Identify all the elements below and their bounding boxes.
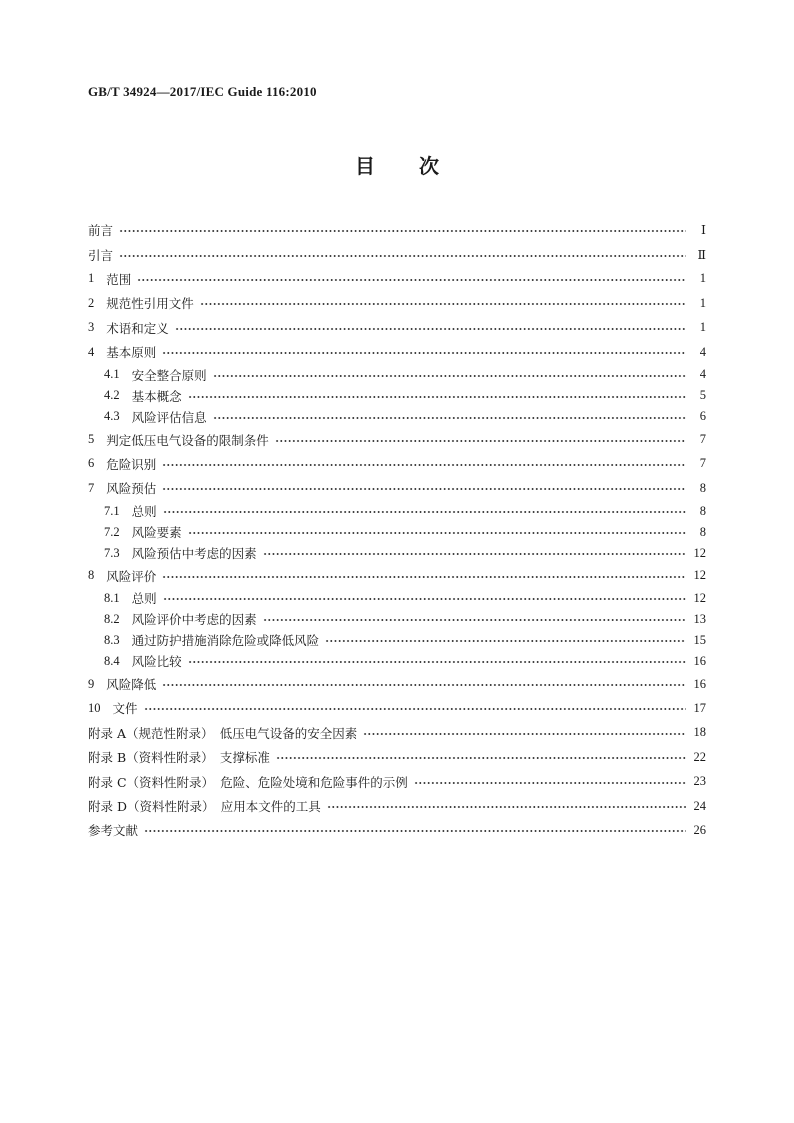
toc-entry-label: 危险识别 (106, 456, 157, 472)
toc-leader-dots (119, 249, 686, 263)
toc-leader-dots (137, 273, 686, 287)
toc-entry-page: 5 (699, 388, 706, 403)
toc-entry[interactable] (88, 427, 706, 451)
toc-leader-dots (363, 727, 686, 741)
toc-leader-dots (325, 634, 686, 648)
toc-entry-page: 23 (693, 774, 706, 789)
toc-entry-annex-a[interactable] (88, 721, 706, 745)
toc-entry-page: 1 (699, 320, 706, 335)
toc-entry-number: 1 (88, 271, 95, 286)
toc-entry-label: 总则 (131, 591, 157, 607)
toc-entry-number: 3 (88, 320, 95, 335)
toc-leader-dots (162, 678, 686, 692)
toc-leader-dots (188, 655, 686, 669)
toc-entry-label: 风险评估信息 (131, 409, 207, 425)
toc-entry-number: 8 (88, 568, 95, 583)
toc-leader-dots (213, 411, 686, 425)
toc-entry-label: 附录 A（规范性附录） 低压电气设备的安全因素 (88, 725, 358, 741)
toc-leader-dots (119, 224, 686, 238)
toc-subentry[interactable] (88, 651, 706, 672)
toc-entry-page: 18 (693, 725, 706, 740)
toc-entry-label: 附录 D（资料性附录） 应用本文件的工具 (88, 799, 321, 815)
toc-entry[interactable] (88, 696, 706, 720)
toc-entry-label: 判定低压电气设备的限制条件 (106, 432, 269, 448)
toc-subentry[interactable] (88, 501, 706, 522)
toc-leader-dots (163, 505, 686, 519)
toc-entry-number: 5 (88, 432, 95, 447)
toc-entry-annex-c[interactable] (88, 769, 706, 793)
toc-leader-dots (200, 297, 686, 311)
toc-subentry[interactable] (88, 543, 706, 564)
toc-entry-page: 8 (699, 524, 706, 539)
toc-entry-label: 风险要素 (131, 525, 182, 541)
toc-entry-page: Ⅰ (701, 223, 706, 238)
toc-leader-dots (188, 526, 686, 540)
toc-leader-dots (414, 776, 686, 790)
toc-entry-label: 基本原则 (106, 345, 157, 361)
toc-entry-number: 6 (88, 456, 95, 471)
toc-entry-page: 13 (693, 611, 706, 626)
toc-entry-number: 4 (88, 344, 95, 359)
toc-entry-number: 7 (88, 480, 95, 495)
toc-entry-number: 8.2 (104, 611, 120, 626)
toc-entry-label: 规范性引用文件 (106, 296, 194, 312)
toc-leader-dots (162, 570, 686, 584)
title-char-1: 目 (355, 154, 375, 178)
toc-entry-page: 16 (693, 676, 706, 691)
toc-entry-annex-d[interactable] (88, 794, 706, 818)
toc-entry-page: 4 (699, 367, 706, 382)
toc-entry-label: 附录 C（资料性附录） 危险、危险处境和危险事件的示例 (88, 774, 408, 790)
toc-entry-page: 16 (693, 653, 706, 668)
toc-entry-bibliography[interactable] (88, 818, 706, 842)
toc-entry-label: 参考文献 (88, 823, 139, 839)
toc-entry[interactable] (88, 316, 706, 340)
table-of-contents (88, 218, 706, 843)
toc-entry-label: 风险预估 (106, 481, 157, 497)
toc-subentry[interactable] (88, 630, 706, 651)
toc-entry-page: 24 (693, 798, 706, 813)
toc-entry[interactable] (88, 476, 706, 500)
toc-entry-label: 风险比较 (131, 654, 182, 670)
toc-entry-page: 17 (693, 700, 706, 715)
toc-leader-dots (162, 458, 686, 472)
toc-leader-dots (263, 547, 686, 561)
toc-leader-dots (144, 702, 686, 716)
toc-entry-label: 风险降低 (106, 677, 157, 693)
toc-entry-label: 通过防护措施消除危险或降低风险 (131, 633, 320, 649)
toc-entry-page: 7 (699, 456, 706, 471)
title-char-2: 次 (419, 154, 439, 178)
toc-entry-label: 总则 (131, 504, 157, 520)
toc-entry-page: 12 (693, 568, 706, 583)
toc-entry-label: 风险预估中考虑的因素 (131, 546, 257, 562)
toc-entry-page: Ⅱ (697, 247, 706, 262)
toc-subentry[interactable] (88, 364, 706, 385)
toc-subentry[interactable] (88, 385, 706, 406)
toc-entry-number: 2 (88, 295, 95, 310)
toc-leader-dots (163, 592, 686, 606)
toc-entry[interactable] (88, 218, 706, 242)
toc-entry[interactable] (88, 267, 706, 291)
toc-entry[interactable] (88, 291, 706, 315)
toc-entry-page: 6 (699, 409, 706, 424)
toc-entry-number: 8.1 (104, 590, 120, 605)
toc-entry-label: 前言 (88, 223, 114, 239)
toc-entry-page: 12 (693, 545, 706, 560)
toc-leader-dots (162, 346, 686, 360)
toc-entry-label: 风险评价 (106, 568, 157, 584)
toc-entry-page: 1 (699, 271, 706, 286)
toc-subentry[interactable] (88, 406, 706, 427)
toc-entry-label: 基本概念 (131, 388, 182, 404)
toc-subentry[interactable] (88, 588, 706, 609)
toc-entry-label: 术语和定义 (106, 320, 169, 336)
toc-entry-number: 8.4 (104, 653, 120, 668)
toc-entry[interactable] (88, 242, 706, 266)
toc-entry-label: 风险评价中考虑的因素 (131, 612, 257, 628)
toc-leader-dots (175, 322, 686, 336)
toc-entry-page: 7 (699, 432, 706, 447)
page-title (0, 150, 794, 179)
toc-leader-dots (144, 824, 686, 838)
toc-leader-dots (276, 751, 686, 765)
toc-leader-dots (275, 434, 686, 448)
toc-entry-page: 15 (693, 632, 706, 647)
toc-entry-page: 8 (699, 503, 706, 518)
toc-leader-dots (213, 369, 686, 383)
toc-entry-page: 8 (699, 480, 706, 495)
toc-leader-dots (263, 613, 686, 627)
toc-entry-label: 范围 (106, 271, 132, 287)
toc-entry-page: 22 (693, 749, 706, 764)
toc-leader-dots (162, 482, 686, 496)
toc-entry-number: 7.3 (104, 545, 120, 560)
toc-entry-number: 8.3 (104, 632, 120, 647)
toc-entry-page: 1 (699, 295, 706, 310)
standard-code-header: GB/T 34924—2017/IEC Guide 116:2010 (88, 84, 317, 99)
toc-entry-number: 4.1 (104, 367, 120, 382)
toc-entry-label: 引言 (88, 247, 114, 263)
toc-entry[interactable] (88, 452, 706, 476)
toc-entry-page: 4 (699, 344, 706, 359)
toc-entry[interactable] (88, 340, 706, 364)
toc-entry-number: 4.2 (104, 388, 120, 403)
toc-subentry[interactable] (88, 609, 706, 630)
toc-leader-dots (188, 390, 686, 404)
toc-entry-number: 9 (88, 676, 95, 691)
toc-entry-label: 文件 (112, 701, 138, 717)
toc-leader-dots (327, 800, 686, 814)
toc-entry-number: 7.2 (104, 524, 120, 539)
toc-entry-number: 10 (88, 700, 101, 715)
toc-entry-page: 26 (693, 822, 706, 837)
toc-entry-annex-b[interactable] (88, 745, 706, 769)
toc-entry[interactable] (88, 564, 706, 588)
toc-entry-label: 安全整合原则 (131, 367, 207, 383)
toc-entry-number: 4.3 (104, 409, 120, 424)
toc-entry-label: 附录 B（资料性附录） 支撑标准 (88, 750, 270, 766)
toc-entry-page: 12 (693, 590, 706, 605)
toc-subentry[interactable] (88, 522, 706, 543)
toc-entry-number: 7.1 (104, 503, 120, 518)
toc-entry[interactable] (88, 672, 706, 696)
